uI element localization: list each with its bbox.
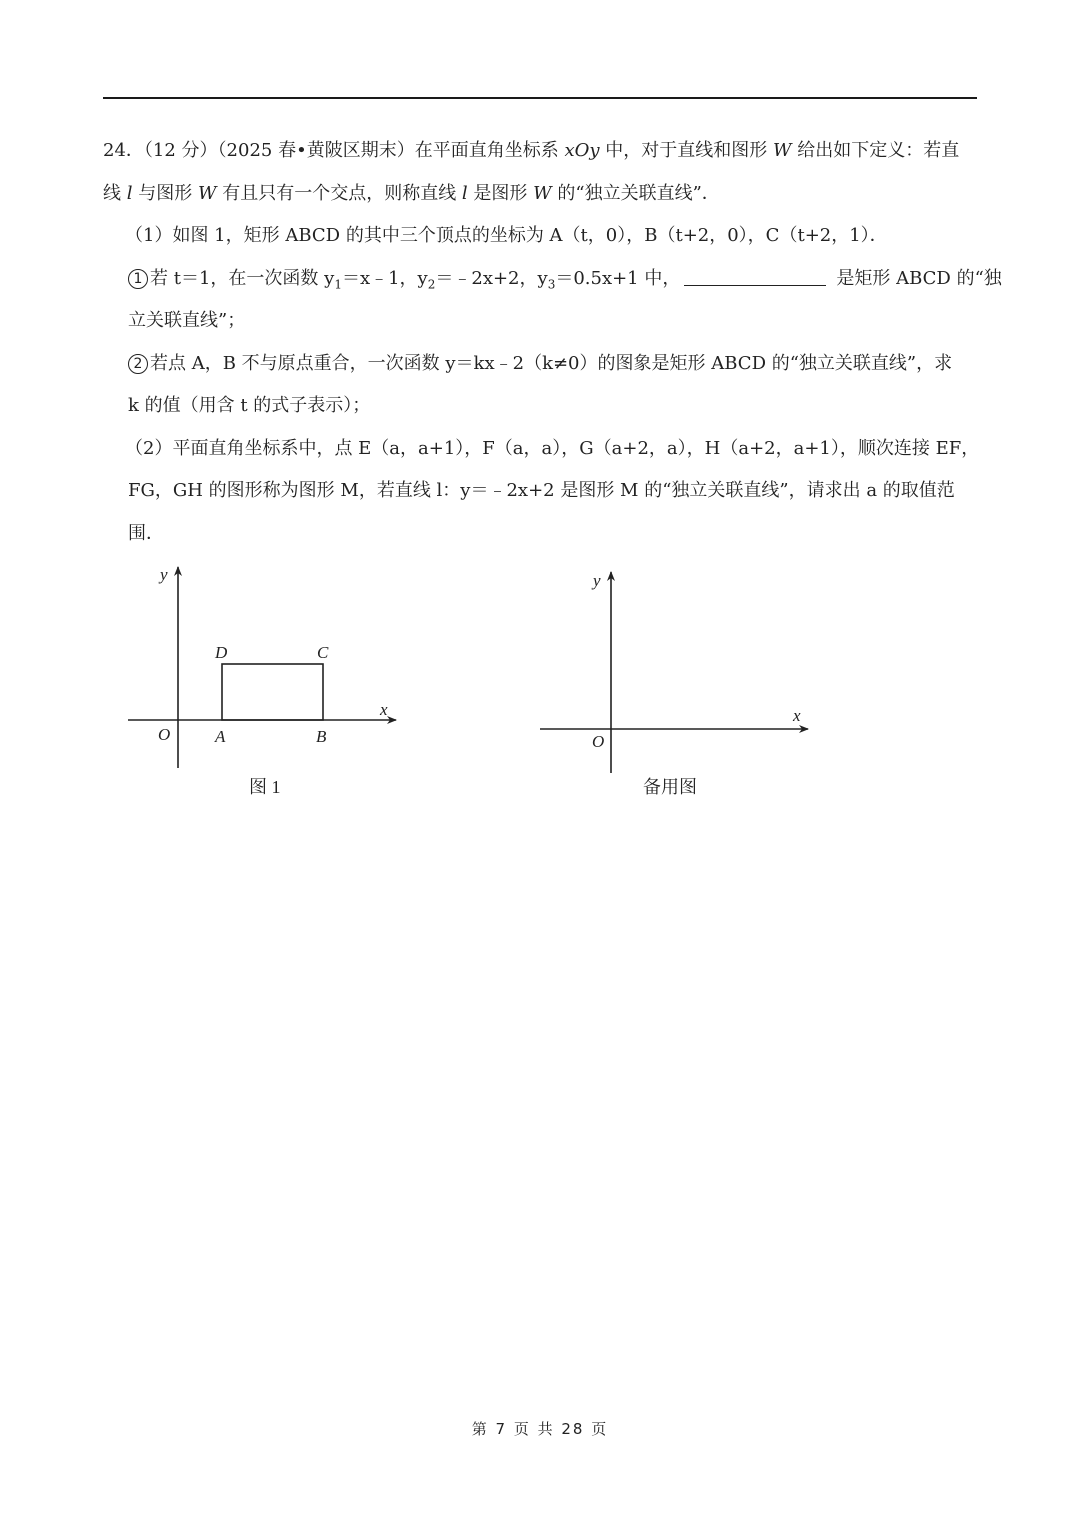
- origin-label: O: [158, 725, 171, 744]
- text: 给出如下定义：若直: [791, 140, 960, 161]
- part-2-line-2: FG，GH 的图形称为图形 M，若直线 l：y＝﹣2x+2 是图形 M 的“独立关联直线”，请求出 a 的取值范: [128, 480, 955, 501]
- text: 若点 A，B 不与原点重合，一次函数 y＝kx﹣2（k≠0）的图象是矩形 ABCD 的“独立关联直线”，求: [150, 352, 953, 374]
- question-line-1: [103, 136, 979, 179]
- question-24: [103, 136, 1002, 561]
- subscript: 3: [547, 277, 556, 292]
- text: 的“独立关联直线”．: [551, 182, 720, 204]
- header-rule: [103, 97, 977, 99]
- subscript: 2: [427, 277, 436, 292]
- text: l: [461, 182, 468, 204]
- text: W: [197, 182, 217, 204]
- text: 与图形: [132, 182, 198, 204]
- subscript: 1: [334, 277, 342, 292]
- text: 有且只有一个交点，则称直线: [216, 182, 462, 204]
- text: ＝x﹣1，y: [341, 267, 428, 289]
- figure-1-caption: 图 1: [249, 777, 281, 797]
- text: 是图形: [467, 182, 534, 204]
- subquestion-2: [103, 349, 979, 392]
- x-axis-label: x: [793, 706, 801, 725]
- y-axis-label: y: [593, 571, 601, 590]
- text: W: [533, 182, 552, 204]
- text: l: [126, 182, 133, 204]
- text: 在平面直角坐标系: [414, 140, 565, 161]
- point-c-label: C: [317, 643, 329, 662]
- text: ＝0.5x+1 中，: [555, 267, 681, 289]
- rectangle-abcd: [222, 664, 323, 720]
- text: 中，对于直线和图形: [599, 140, 773, 161]
- figure-spare-caption: 备用图: [643, 777, 697, 797]
- part-2-line-1: （2）平面直角坐标系中，点 E（a，a+1），F（a，a），G（a+2，a），H（a+2，a+1），顺次连接 EF，: [125, 437, 980, 459]
- point-b-label: B: [316, 727, 327, 746]
- text: 若 t＝1，在一次函数 y: [150, 267, 335, 289]
- text: 是矩形 ABCD 的“独: [836, 267, 1002, 289]
- text: ＝﹣2x+2，y: [435, 267, 548, 289]
- point-a-label: A: [215, 727, 226, 746]
- answer-blank[interactable]: [684, 267, 826, 286]
- point-d-label: D: [215, 643, 228, 662]
- x-axis-label: x: [380, 700, 388, 719]
- question-source: （2025 春•黄陂区期末）: [217, 140, 415, 161]
- circled-number-2: 2: [128, 354, 148, 374]
- y-axis-label: y: [160, 565, 168, 584]
- part-1-intro: （1）如图 1，矩形 ABCD 的其中三个顶点的坐标为 A（t，0），B（t+2，0），C（t+2，1）．: [125, 225, 888, 246]
- subquestion-1-cont: 立关联直线”；: [128, 310, 246, 331]
- question-line-2: [103, 179, 979, 222]
- subquestion-1: [103, 264, 1002, 307]
- subquestion-2-cont: k 的值（用含 t 的式子表示）；: [128, 395, 371, 416]
- part-2-line-3: 围．: [128, 522, 164, 544]
- text: 线: [103, 182, 127, 204]
- circled-number-1: 1: [128, 269, 148, 289]
- question-number: 24．: [103, 140, 144, 161]
- page-footer: 第 7 页 共 28 页: [471, 1420, 609, 1438]
- figure-spare: [530, 560, 830, 810]
- text: W: [772, 140, 792, 161]
- question-score: （12 分）: [143, 140, 218, 161]
- figure-1: [110, 555, 420, 805]
- origin-label: O: [592, 732, 605, 751]
- text: xOy: [564, 140, 600, 161]
